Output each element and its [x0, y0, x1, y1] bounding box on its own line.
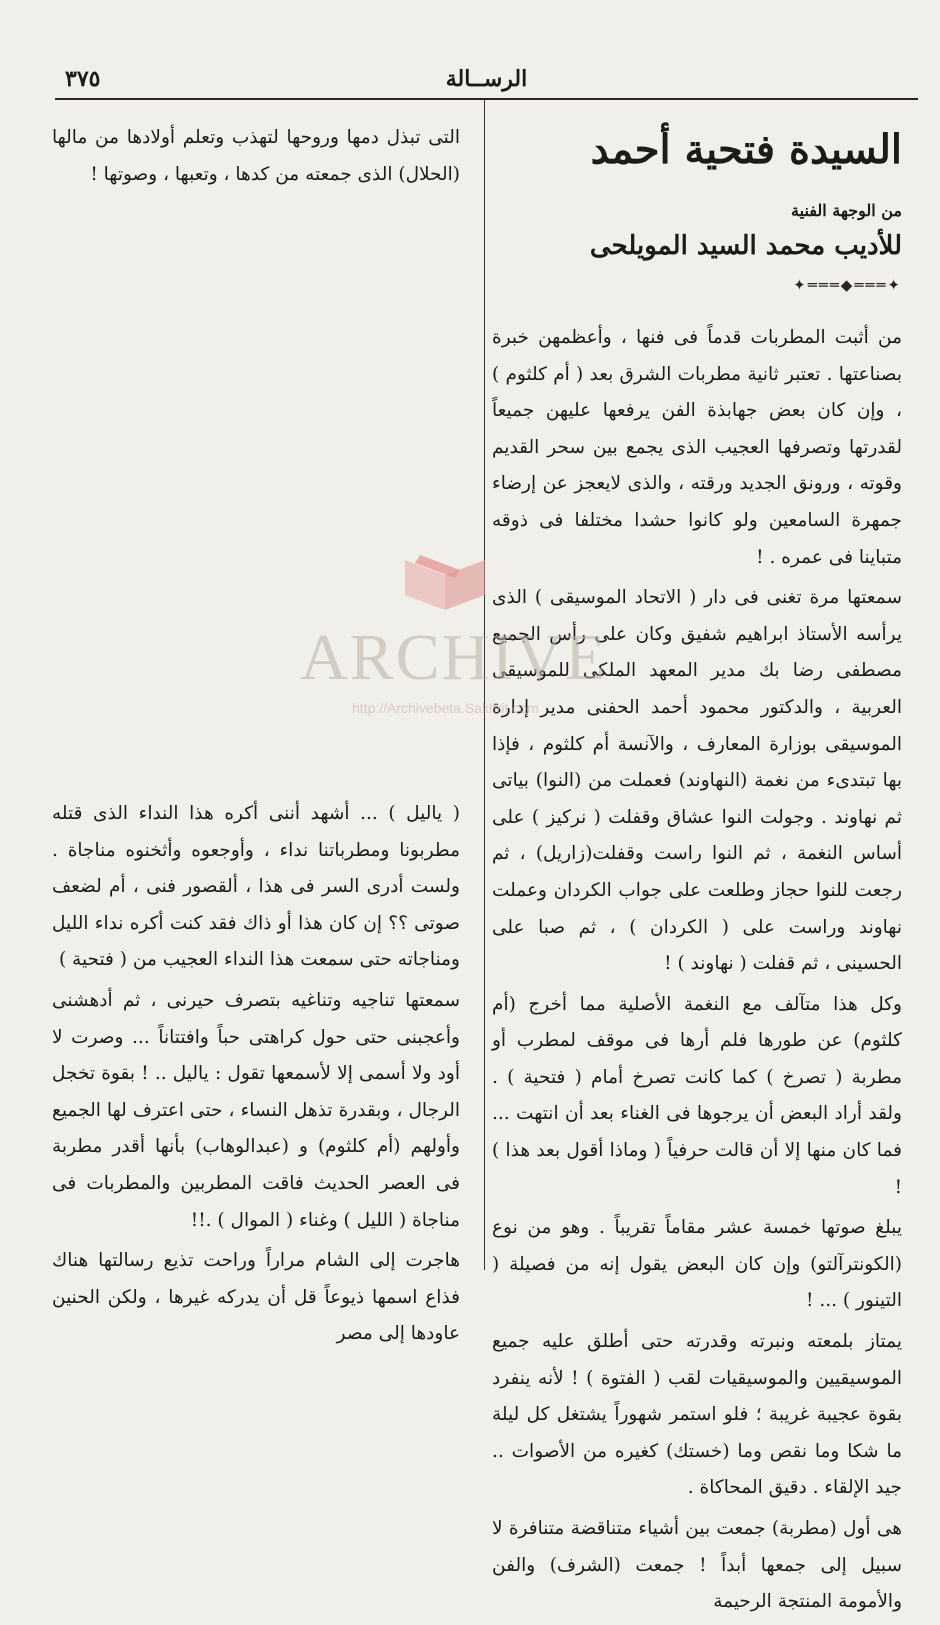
watermark-url: http://Archivebeta.Sakhrit.com [352, 700, 539, 716]
paragraph: وكل هذا متآلف مع النغمة الأصلية مما أخرج (أم كلثوم) عن طورها فلم أرها فى موقف لمطرب أو مطربة ( تصرخ ) كما كانت تصرخ أمام ( فتحية ) . ولقد أراد البعض أن يرجوها فى الغناء بعد أن انتهت ... فما كان منها إلا أن قالت حرفياً ( وماذا أقول بعد هذا ) ! [492, 993, 902, 1198]
right-column [492, 110, 902, 1625]
header-rule [55, 98, 918, 100]
paragraph: يبلغ صوتها خمسة عشر مقاماً تقريباً . وهو من نوع (الكونترآلتو) وإن كان البعض يقول إنه من فصيلة ( التينور ) ... ! [492, 1217, 902, 1312]
open-book-icon [400, 550, 490, 620]
ornament-divider: ✦═══◆═══✦ [793, 276, 902, 294]
right-column-body [492, 320, 902, 1621]
paragraph: من أثبت المطربات قدماً فى فنها ، وأعظمهن خبرة بصناعتها . تعتبر ثانية مطربات الشرق بعد ( أم كلثوم ) ، وإن كان بعض جهابذة الفن يرفعها عليهن جميعاً لقدرتها وتصرفها العجيب الذى يجمع بين سحر القديم وقوته ، ورونق الجديد ورقته ، والذى لايعجز عن إرضاء جمهرة السامعين ولو كانوا حشدا مختلفا فى ذوقه متباينا فى عمره . ! [492, 327, 902, 568]
paragraph: هاجرت إلى الشام مراراً وراحت تذيع رسالتها هناك فذاع اسمها ذيوعاً قل أن يدركه غيرها ، ولكن الحنين عاودها إلى مصر [52, 1250, 460, 1345]
paragraph: سمعتها تناجيه وتناغيه بتصرف حيرنى ، ثم أدهشنى وأعجبنى حتى حول كراهتى حباً وافتتاناً ... وصرت لا أود ولا أسمى إلا لأسمعها تقول : ياليل .. ! بقوة تخجل الرجال ، وبقدرة تذهل النساء ، حتى اعترف لها الجميع وأولهم (أم كلثوم) و (عبدالوهاب) بأنها أقدر مطربة فى العصر الحديث فاقت المطربين والمطربات فى مناجاة ( الليل ) وغناء ( الموال ) .!! [52, 989, 460, 1231]
article-author: للأديب محمد السيد المويلحى [589, 231, 902, 261]
paragraph: يمتاز بلمعته ونبرته وقدرته حتى أطلق عليه جميع الموسيقيين والموسيقيات لقب ( الفتوة ) ! لأنه ينفرد بقوة عجيبة غريبة ؛ فلو استمر شهوراً يشتغل كل ليلة ما شكا وما نقص وما (خستك) كغيره من الأصوات .. جيد الإلقاء . دقيق المحاكاة . [492, 1331, 902, 1499]
left-column-bottom [52, 796, 460, 1357]
page-number: ٣٧٥ [65, 66, 101, 92]
article-title: السيدة فتحية أحمد [590, 126, 902, 173]
paragraph: ( ياليل ) ... أشهد أننى أكره هذا النداء الذى قتله مطربونا ومطرباتنا نداء ، وأوجعوه وأثخنوه مناجاة . ولست أدرى السر فى هذا ، ألقصور فنى ، أم لضعف صوتى ؟؟ إن كان هذا أو ذاك فقد كنت أكره نداء الليل ومناجاته حتى سمعت هذا النداء العجيب من ( فتحية ) [52, 803, 460, 971]
article-subtitle: من الوجهة الفنية [791, 201, 902, 220]
watermark-brand: ARCHIVE [300, 621, 608, 694]
journal-name: الرســالة [445, 66, 528, 92]
running-header [55, 62, 918, 98]
paragraph: سمعتها مرة تغنى فى دار ( الاتحاد الموسيقى ) الذى يرأسه الأستاذ ابراهيم شفيق وكان على رأس الجميع مصطفى رضا بك مدير المعهد الملكى للموسيقى العربية ، والدكتور محمود أحمد الحفنى مدير إدارة الموسيقى بوزارة المعارف ، والآنسة أم كلثوم ، فإذا بها تبتدىء من نغمة (النهاوند) فعملت من (النوا) بياتى ثم نهاوند . وجولت النوا عشاق وقفلت ( نركيز ) على أساس النغمة ، ثم النوا راست وقفلت(زاريل) ، ثم رجعت للنوا حجاز وطلعت على جواب الكردان وعملت نهاوند وراست على ( الكردان ) ، ثم صبا على الحسينى ، ثم قفلت ( نهاوند ) ! [492, 587, 902, 975]
paragraph: هى أول (مطربة) جمعت بين أشياء متناقضة متنافرة لا سبيل إلى جمعها أبداً ! جمعت (الشرف) والفن والأمومة المنتجة الرحيمة [492, 1518, 902, 1613]
column-divider [484, 100, 485, 1270]
left-column-top [52, 120, 460, 197]
paragraph: التى تبذل دمها وروحها لتهذب وتعلم أولادها من مالها (الحلال) الذى جمعته من كدها ، وتعبها ، وصوتها ! [52, 127, 460, 185]
